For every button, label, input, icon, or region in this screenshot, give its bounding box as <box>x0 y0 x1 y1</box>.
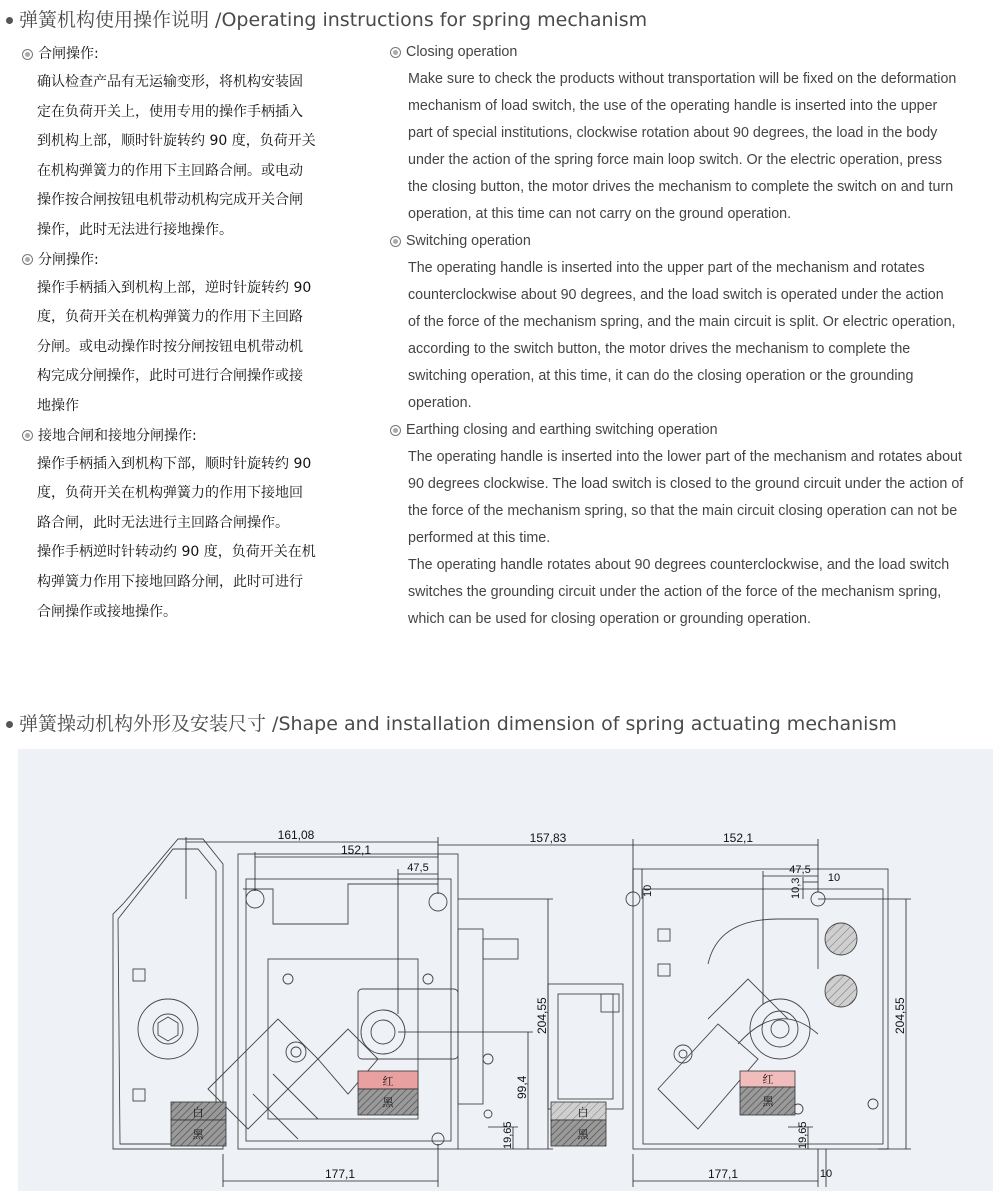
circle-bullet-icon <box>22 254 33 265</box>
dim-19-right: 19,65 <box>797 1121 809 1149</box>
label-black-right: 黑 <box>577 1129 589 1141</box>
dim-19-left: 19,65 <box>502 1121 514 1149</box>
en-line: operation, at this time can not carry on the ground operation. <box>408 206 792 222</box>
label-black-right2: 黑 <box>762 1096 774 1108</box>
dim-152-right: 152,1 <box>722 831 754 845</box>
cn-line: 在机构弹簧力的作用下主回路合闸。或电动 <box>37 162 303 179</box>
drawing-svg <box>18 749 993 1191</box>
cn-line: 合闸操作或接地操作。 <box>37 603 177 620</box>
cn-line: 构完成分闸操作，此时可进行合闸操作或接 <box>37 368 303 385</box>
cn-heading-earthing: 接地合闸和接地分闸操作: <box>22 422 362 450</box>
cn-line: 到机构上部，顺时针旋转约 90 度，负荷开关 <box>37 133 316 150</box>
en-line: The operating handle is inserted into the upper part of the mechanism and rotates <box>408 260 925 276</box>
label-white-left: 白 <box>192 1107 204 1119</box>
en-line: of the force of the mechanism spring, and the main circuit is split. Or electric operation, <box>408 314 956 330</box>
en-line: switches the grounding circuit under the action of the force of the mechanism spring, <box>408 584 942 600</box>
label-red-left: 红 <box>382 1076 394 1088</box>
en-line: mechanism of load switch, the use of the operating handle is inserted into the upper <box>408 98 938 114</box>
cn-line: 构弹簧力作用下接地回路分闸，此时可进行 <box>37 573 303 590</box>
en-line: switching operation, at this time, it can do the closing operation or the grounding <box>408 368 914 384</box>
en-line: under the action of the spring force main loop switch. Or the electric operation, press <box>408 152 943 168</box>
circle-bullet-icon <box>390 236 401 247</box>
cn-line: 操作，此时无法进行接地操作。 <box>37 221 233 238</box>
dim-161: 161,08 <box>277 828 315 842</box>
section-title-operating: 弹簧机构使用操作说明 /Operating instructions for spring mechanism <box>6 5 647 32</box>
cn-line: 操作手柄插入到机构上部，逆时针旋转约 90 <box>37 279 312 296</box>
dim-177-right: 177,1 <box>707 1167 739 1181</box>
dim-47-right: 47,5 <box>789 864 811 876</box>
cn-line: 路合闸，此时无法进行主回路合闸操作。 <box>37 514 289 531</box>
label-red-right: 红 <box>762 1074 774 1086</box>
circle-bullet-icon <box>22 430 33 441</box>
en-line: which can be used for closing operation or grounding operation. <box>408 611 811 627</box>
dim-47-left: 47,5 <box>407 862 429 874</box>
en-heading-earthing: Earthing closing and earthing switching operation <box>390 417 994 444</box>
dim-152-left: 152,1 <box>340 843 372 857</box>
mechanism-drawing <box>18 749 993 1191</box>
cn-heading-closing: 合闸操作: <box>22 40 362 68</box>
en-line: the force of the mechanism spring, so that the main circuit closing operation can not be <box>408 503 958 519</box>
circle-bullet-icon <box>390 47 401 58</box>
section-title-dimensions: 弹簧操动机构外形及安装尺寸 /Shape and installation dimension of spring actuating mechanism <box>6 709 897 736</box>
cn-line: 定在负荷开关上，使用专用的操作手柄插入 <box>37 103 303 120</box>
cn-line: 度，负荷开关在机构弹簧力的作用下主回路 <box>37 309 303 326</box>
dim-10-top: 10 <box>827 872 841 884</box>
dim-157: 157,83 <box>529 831 567 845</box>
dim-10-left: 10 <box>642 884 654 897</box>
en-line: performed at this time. <box>408 530 551 546</box>
circle-bullet-icon <box>22 49 33 60</box>
en-line: 90 degrees clockwise. The load switch is closed to the ground circuit under the action of <box>408 476 964 492</box>
dim-204-right: 204,55 <box>893 997 907 1034</box>
cn-heading-opening: 分闸操作: <box>22 246 362 274</box>
en-line: the closing button, the motor drives the mechanism to complete the switch on and turn <box>408 179 954 195</box>
chinese-instructions <box>22 40 362 627</box>
circle-bullet-icon <box>390 425 401 436</box>
cn-line: 操作手柄逆时针转动约 90 度，负荷开关在机 <box>37 544 316 561</box>
cn-line: 确认检查产品有无运输变形，将机构安装固 <box>37 74 303 90</box>
en-line: counterclockwise about 90 degrees, and the load switch is operated under the action <box>408 287 944 303</box>
en-line: Make sure to check the products without transportation will be fixed on the deformation <box>408 71 957 87</box>
english-instructions <box>390 39 994 633</box>
label-white-right: 白 <box>577 1107 589 1119</box>
en-line: according to the switch button, the motor drives the mechanism to complete the <box>408 341 911 357</box>
dim-177-left: 177,1 <box>324 1167 356 1181</box>
en-heading-switching: Switching operation <box>390 228 994 255</box>
en-line: operation. <box>408 395 472 411</box>
dim-10-bottom: 10 <box>819 1168 833 1180</box>
en-heading-closing: Closing operation <box>390 39 994 66</box>
cn-line: 操作按合闸按钮电机带动机构完成开关合闸 <box>37 192 303 209</box>
en-line: part of special institutions, clockwise rotation about 90 degrees, the load in the body <box>408 125 938 141</box>
cn-line: 分闸。或电动操作时按分闸按钮电机带动机 <box>37 338 303 355</box>
cn-line: 操作手柄插入到机构下部，顺时针旋转约 90 <box>37 455 312 472</box>
en-line: The operating handle is inserted into the lower part of the mechanism and rotates about <box>408 449 962 465</box>
bullet-icon <box>6 721 13 728</box>
en-line: The operating handle rotates about 90 degrees counterclockwise, and the load switch <box>408 557 950 573</box>
dim-99: 99,4 <box>515 1075 529 1099</box>
cn-line: 度，负荷开关在机构弹簧力的作用下接地回 <box>37 485 303 502</box>
dim-204-left: 204,55 <box>535 997 549 1034</box>
cn-line: 地操作 <box>37 397 79 414</box>
bullet-icon <box>6 17 13 24</box>
label-black-left: 黑 <box>192 1129 204 1141</box>
dim-10-3: 10,3 <box>790 877 802 899</box>
label-black-mid: 黑 <box>382 1097 394 1109</box>
